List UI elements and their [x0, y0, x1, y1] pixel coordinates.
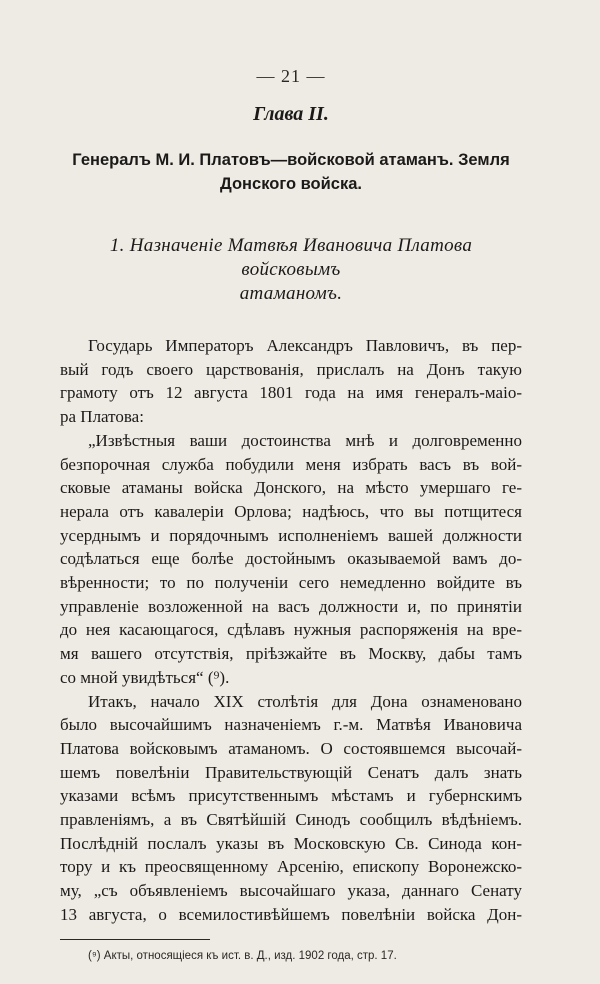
text-line: ра Платова:: [60, 407, 144, 427]
section-title-line: атаманомъ.: [239, 283, 343, 304]
text-line: мя вашего отсутствія, пріѣзжайте въ Москву, дабы тамъ: [60, 644, 522, 664]
section-title-line: 1. Назначеніе Матвѣя Ивановича Платова войсковымъ: [109, 235, 473, 280]
chapter-heading: Глава II.: [253, 103, 329, 125]
text-line: Послѣдній послалъ указы въ Московскую Св. Синода кон-: [60, 833, 522, 853]
text-line: Итакъ, начало XIX столѣтія для Дона ознаменовано: [88, 691, 522, 711]
text-line: 13 августа, о всемилостивѣйшемъ повелѣніи войска Дон-: [60, 904, 522, 924]
chapter-title-line: Генералъ М. И. Платовъ—войсковой атаманъ. Земля: [72, 151, 510, 169]
chapter-title-line: Донского войска.: [220, 175, 362, 193]
text-line: нерала отъ кавалеріи Орлова; надѣюсь, что вы потщитеся: [60, 501, 522, 521]
text-line: со мной увидѣться“ (⁹).: [60, 667, 230, 687]
text-line: управленіе возложенной на васъ должности и, по принятіи: [60, 596, 522, 616]
paragraph: [60, 334, 522, 429]
paragraph: [60, 690, 522, 927]
text-line: тору и къ преосвященному Арсенію, епископу Воронежско-: [60, 857, 522, 877]
text-line: сковые атаманы войска Донского, на мѣсто умершаго ге-: [60, 478, 522, 498]
text-line: указами всѣмъ присутственнымъ мѣстамъ и губернскимъ: [60, 786, 522, 806]
paragraph: [60, 429, 522, 690]
text-line: вѣренности; то по полученіи сего немедленно войдите въ: [60, 573, 522, 593]
text-line: до нея касающагося, сдѣлавъ нужныя распоряженія на вре-: [60, 620, 522, 640]
footnote: (⁹) Акты, относящіеся къ ист. в. Д., изд. 1902 года, стр. 17.: [88, 949, 397, 962]
text-line: Государь Императоръ Александръ Павловичъ, въ пер-: [88, 336, 522, 355]
text-line: му, „съ объявленіемъ высочайшаго указа, даннаго Сенату: [60, 881, 522, 901]
text-line: „Извѣстныя ваши достоинства мнѣ и долговременно: [88, 430, 522, 450]
footnote-divider: [60, 939, 210, 940]
text-line: Платова войсковымъ атаманомъ. О состоявшемся высочай-: [60, 738, 522, 758]
page-number: — 21 —: [256, 66, 326, 86]
section-title: [60, 234, 522, 306]
text-line: правленіямъ, а въ Святѣйшій Синодъ сообщилъ вѣдѣніемъ.: [60, 810, 522, 830]
text-line: грамоту отъ 12 августа 1801 года на имя генералъ-маіо-: [60, 383, 522, 403]
text-line: вый годъ своего царствованія, прислалъ на Донъ такую: [60, 359, 522, 379]
chapter-title: [60, 148, 522, 196]
text-line: безпорочная служба побудили меня избрать васъ въ вой-: [60, 454, 522, 474]
text-line: шемъ повелѣніи Правительствующій Сенатъ далъ знать: [60, 762, 522, 782]
text-line: усерднымъ и порядочнымъ исполненіемъ вашей должности: [60, 525, 522, 545]
text-line: было высочайшимъ назначеніемъ г.-м. Матвѣя Ивановича: [60, 715, 522, 735]
text-line: содѣлаться еще болѣе достойнымъ оказываемой вамъ до-: [60, 549, 522, 569]
body-text: [60, 334, 522, 927]
